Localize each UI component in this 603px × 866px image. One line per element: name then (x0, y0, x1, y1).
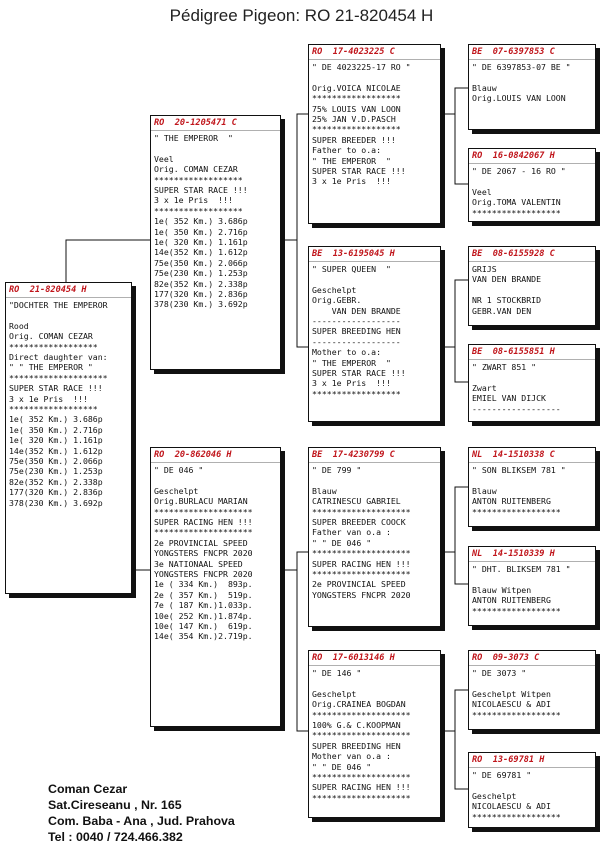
card-line: ****************** (154, 174, 243, 185)
card-line: Orig. COMAN CEZAR (154, 164, 238, 175)
dam-dam-card (308, 650, 441, 818)
card-line: ******************** (312, 548, 411, 559)
card-line: 378(230 Km.) 3.692p (9, 497, 103, 508)
card-line: " DE 046 " (154, 465, 204, 475)
card-ring-number: BE 08-6155851 H (469, 347, 595, 360)
card-line: ******************** (312, 772, 411, 783)
card-line: ****************** (472, 811, 561, 822)
card-line: 82e(352 Km.) 2.338p (154, 278, 248, 289)
card-line: " DE 69781 " (472, 770, 532, 780)
card-line: 3e NATIONAAL SPEED (154, 558, 243, 569)
subject-pigeon-card (5, 282, 132, 594)
card-line: YONGSTERS FNCPR 2020 (154, 548, 253, 559)
card-ring-number: BE 13-6195045 H (309, 249, 440, 262)
card-line: GEBR.VAN DEN (472, 305, 532, 316)
page-title: Pédigree Pigeon: RO 21-820454 H (169, 6, 434, 25)
connector-ss-sss (441, 88, 468, 114)
card-line: Rood (9, 320, 29, 331)
card-line: ****************** (472, 709, 561, 720)
card-line: Blauw (472, 82, 497, 93)
card-line: ******************** (312, 730, 411, 741)
card-line: ******************** (312, 506, 411, 517)
dam-dam-sire-card (468, 650, 596, 730)
card-line (154, 143, 277, 153)
card-line: SUPER STAR RACE !!! (312, 166, 406, 177)
card-line: Orig.LOUIS VAN LOON (472, 93, 566, 104)
card-line: SUPER RACING HEN !!! (154, 517, 253, 528)
card-line: 14e(352 Km.) 1.612p (9, 445, 103, 456)
owner-address: Sat.Cireseanu , Nr. 165 (48, 798, 182, 812)
card-ring-number: BE 07-6397853 C (469, 47, 595, 60)
card-line (9, 310, 128, 320)
connector-ds-dss (441, 487, 468, 552)
card-ring-number: RO 17-4023225 C (309, 47, 440, 60)
card-line: EMIEL VAN DIJCK (472, 393, 546, 404)
card-line: NICOLAESCU & ADI (472, 699, 551, 710)
card-line: 100% G.& C.KOOPMAN (312, 720, 401, 731)
sire-dam-sire-card (468, 246, 596, 326)
card-line: ****************** (312, 124, 401, 135)
card-line (472, 72, 592, 82)
card-line: 75e(230 Km.) 1.253p (9, 466, 103, 477)
card-line: Father van o.a : (312, 527, 391, 538)
connector-dam-dd (297, 570, 308, 731)
card-line (312, 274, 437, 284)
card-line (312, 678, 437, 688)
connector-dam-ds (281, 552, 308, 570)
card-line: ****************** (312, 388, 401, 399)
sire-sire-sire-card (468, 44, 596, 130)
connector-dd-ddd (455, 731, 468, 789)
sire-dam-dam-card (468, 344, 596, 422)
card-ring-number: RO 13-69781 H (469, 755, 595, 768)
card-line: 1e( 352 Km.) 3.686p (154, 216, 248, 227)
card-line: SUPER BREEDING HEN (312, 326, 401, 337)
card-line (472, 285, 592, 295)
owner-name: Coman Cezar (48, 782, 128, 796)
card-line: 3 x 1e Pris !!! (312, 378, 391, 389)
card-ring-number: RO 20-1205471 C (151, 118, 280, 131)
card-line: ****************** (472, 506, 561, 517)
card-line: Orig.GEBR. (312, 295, 362, 306)
card-line: ------------------ (312, 336, 401, 347)
card-line: CATRINESCU GABRIEL (312, 496, 401, 507)
card-line: Orig.VOICA NICOLAE (312, 82, 401, 93)
card-line: 3 x 1e Pris !!! (312, 176, 391, 187)
owner-phone: Tel : 0040 / 724.466.382 (48, 830, 183, 844)
card-line: YONGSTERS FNCPR 2020 (312, 589, 411, 600)
card-line: ****************** (9, 341, 98, 352)
card-line: " THE EMPEROR " (312, 155, 391, 166)
card-line: 177(320 Km.) 2.836p (154, 289, 248, 300)
card-line: " " DE 046 " (312, 537, 372, 548)
dam-sire-card (308, 447, 441, 627)
card-line: ****************** (9, 404, 98, 415)
card-ring-number: NL 14-1510339 H (469, 549, 595, 562)
connector-sire-ss (281, 114, 308, 240)
connector-sire-sd (297, 240, 308, 347)
connector-ss-ssd (455, 114, 468, 184)
card-line: " " DE 046 " (312, 761, 372, 772)
card-line: Father to o.a: (312, 145, 382, 156)
card-line: 2e ( 357 Km.) 519p. (154, 589, 253, 600)
sire-dam-card (308, 246, 441, 422)
card-line: ------------------ (472, 403, 561, 414)
card-line: 25% JAN V.D.PASCH (312, 114, 396, 125)
sire-sire-dam-card (468, 148, 596, 222)
card-line: ******************** (9, 372, 108, 383)
card-line: 82e(352 Km.) 2.338p (9, 476, 103, 487)
card-line: 1e( 350 Km.) 2.716p (9, 424, 103, 435)
card-line: Blauw (472, 485, 497, 496)
card-line: " DE 2067 - 16 RO " (472, 166, 566, 176)
card-line: Blauw Witpen (472, 584, 532, 595)
card-line: ****************** (312, 93, 401, 104)
card-line: Geschelpt (472, 790, 517, 801)
card-line: GRIJS (472, 264, 497, 274)
card-line: Veel (472, 186, 492, 197)
card-line: 2e PROVINCIAL SPEED (154, 537, 248, 548)
dam-dam-dam-card (468, 752, 596, 828)
card-line (472, 372, 592, 382)
dam-sire-sire-card (468, 447, 596, 527)
card-line: 3 x 1e Pris !!! (9, 393, 88, 404)
card-line: 14e(352 Km.) 1.612p (154, 247, 248, 258)
card-line (472, 574, 592, 584)
card-line: " DE 3073 " (472, 668, 527, 678)
card-line: Direct daughter van: (9, 352, 108, 363)
card-line: ****************** (472, 605, 561, 616)
card-line (472, 780, 592, 790)
card-line: ANTON RUITENBERG (472, 496, 551, 507)
card-line: SUPER STAR RACE !!! (312, 368, 406, 379)
card-line: Zwart (472, 382, 497, 393)
card-ring-number: BE 08-6155928 C (469, 249, 595, 262)
card-line: 75e(350 Km.) 2.066p (9, 456, 103, 467)
dam-sire-dam-card (468, 546, 596, 626)
card-line: 1e( 350 Km.) 2.716p (154, 226, 248, 237)
card-line: 378(230 Km.) 3.692p (154, 299, 248, 310)
card-line: 3 x 1e Pris !!! (154, 195, 233, 206)
card-line: ANTON RUITENBERG (472, 595, 551, 606)
connector-sd-sdd (455, 347, 468, 382)
card-line: 10e( 147 Km.) 619p. (154, 621, 253, 632)
card-line: 1e( 320 Km.) 1.161p (9, 435, 103, 446)
card-line: VAN DEN BRANDE (312, 305, 401, 316)
card-line: 2e PROVINCIAL SPEED (312, 579, 406, 590)
card-line: 1e( 320 Km.) 1.161p (154, 237, 248, 248)
card-line: Geschelpt (312, 284, 357, 295)
sire-sire-card (308, 44, 441, 224)
card-line: Orig.CRAINEA BOGDAN (312, 699, 406, 710)
card-line: " DE 146 " (312, 668, 362, 678)
connector-ds-dsd (455, 552, 468, 584)
card-line: " SON BLIKSEM 781 " (472, 465, 566, 475)
card-line: "DOCHTER THE EMPEROR (9, 300, 108, 310)
card-line: 75% LOUIS VAN LOON (312, 103, 401, 114)
sire-card (150, 115, 281, 370)
card-line: " THE EMPEROR " (154, 133, 233, 143)
card-line: Geschelpt (312, 688, 357, 699)
card-line: ******************** (312, 792, 411, 803)
card-line: 14e( 354 Km.)2.719p. (154, 631, 253, 642)
card-line: ******************** (312, 569, 411, 580)
connector-sd-sds (441, 280, 468, 347)
card-line: Mother van o.a : (312, 751, 391, 762)
card-line: 75e(230 Km.) 1.253p (154, 268, 248, 279)
card-line: ******************** (154, 527, 253, 538)
card-line: SUPER STAR RACE !!! (9, 383, 103, 394)
card-line: 75e(350 Km.) 2.066p (154, 257, 248, 268)
card-line: ******************** (312, 709, 411, 720)
card-line: " SUPER QUEEN " (312, 264, 391, 274)
card-ring-number: RO 21-820454 H (6, 285, 131, 298)
card-line: Orig. COMAN CEZAR (9, 331, 93, 342)
card-line: " DE 6397853-07 BE " (472, 62, 571, 72)
dam-card (150, 447, 281, 727)
card-line (312, 475, 437, 485)
card-line: 177(320 Km.) 2.836p (9, 487, 103, 498)
card-line: 7e ( 187 Km.)1.033p. (154, 600, 253, 611)
card-line: ------------------ (312, 316, 401, 327)
card-line: SUPER BREEDER COOCK (312, 517, 406, 528)
card-line: Mother to o.a: (312, 347, 382, 358)
card-line: SUPER RACING HEN !!! (312, 782, 411, 793)
card-line (472, 475, 592, 485)
card-ring-number: RO 20-862046 H (151, 450, 280, 463)
card-ring-number: NL 14-1510338 C (469, 450, 595, 463)
card-line: Orig.TOMA VALENTIN (472, 197, 561, 208)
card-line: YONGSTERS FNCPR 2020 (154, 569, 253, 580)
owner-contact (48, 781, 235, 845)
card-line (472, 678, 592, 688)
card-line: SUPER STAR RACE !!! (154, 185, 248, 196)
card-line: VAN DEN BRANDE (472, 274, 542, 285)
connector-dd-dds (441, 690, 468, 731)
card-line: Geschelpt Witpen (472, 688, 551, 699)
card-line: " DE 4023225-17 RO " (312, 62, 411, 72)
card-ring-number: RO 16-0842067 H (469, 151, 595, 164)
card-line: " " THE EMPEROR " (9, 362, 93, 373)
owner-locality: Com. Baba - Ana , Jud. Prahova (48, 814, 235, 828)
card-line: " DE 799 " (312, 465, 362, 475)
card-line: 1e( 352 Km.) 3.686p (9, 414, 103, 425)
card-line: 1e ( 334 Km.) 893p. (154, 579, 253, 590)
card-line: Geschelpt (154, 485, 199, 496)
card-line: " ZWART 851 " (472, 362, 537, 372)
card-line: SUPER BREEDING HEN (312, 740, 401, 751)
card-line: " DHT. BLIKSEM 781 " (472, 564, 571, 574)
card-line: Veel (154, 153, 174, 164)
card-line: 10e( 252 Km.)1.874p. (154, 610, 253, 621)
card-line: ****************** (472, 207, 561, 218)
card-line: Orig.BURLACU MARIAN (154, 496, 248, 507)
card-line: ******************** (154, 506, 253, 517)
card-line: " THE EMPEROR " (312, 357, 391, 368)
connector-subject-sire (66, 240, 150, 282)
card-line: SUPER BREEDER !!! (312, 134, 396, 145)
card-line: NICOLAESCU & ADI (472, 801, 551, 812)
card-ring-number: BE 17-4230799 C (309, 450, 440, 463)
card-line: SUPER RACING HEN !!! (312, 558, 411, 569)
card-line: Blauw (312, 485, 337, 496)
card-line: NR 1 STOCKBRID (472, 295, 542, 306)
card-line (472, 176, 592, 186)
card-ring-number: RO 09-3073 C (469, 653, 595, 666)
card-ring-number: RO 17-6013146 H (309, 653, 440, 666)
card-line: ****************** (154, 205, 243, 216)
card-line (154, 475, 277, 485)
card-line (312, 72, 437, 82)
